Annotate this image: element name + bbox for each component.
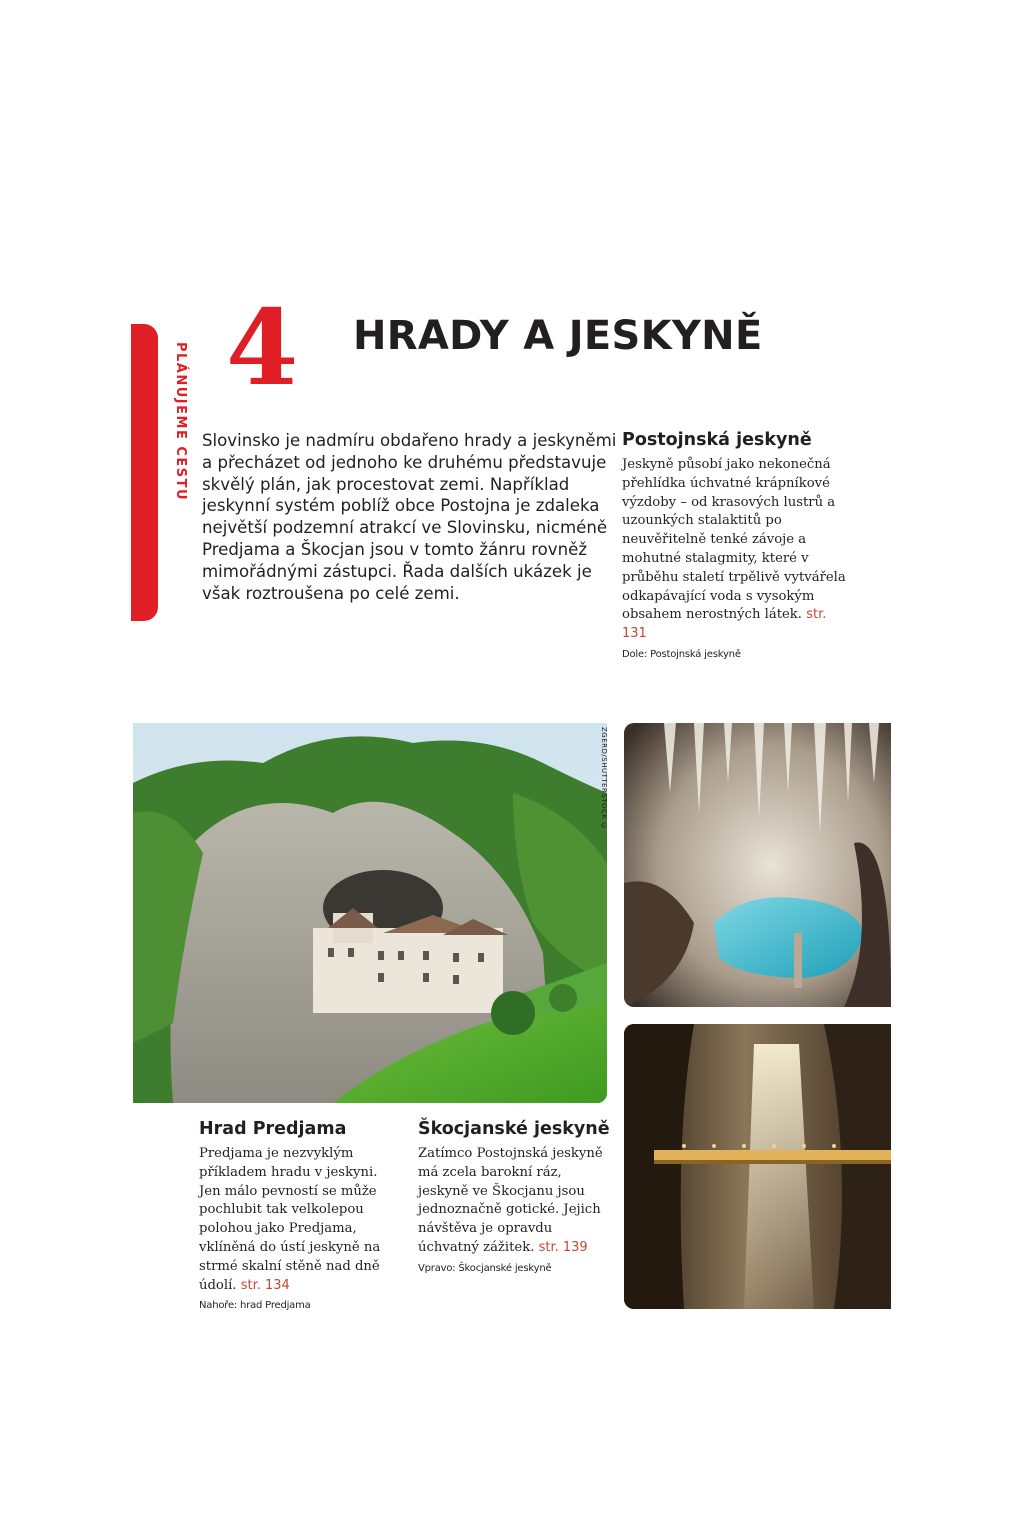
chapter-number: 4 [226, 286, 299, 409]
skocjan-page-ref[interactable]: str. 139 [538, 1239, 588, 1255]
predjama-body: Predjama je nezvyklým příkladem hradu v jeskyni. Jen málo pevností se může pochlubit tak velkolepou polohou jako Predjama, vklíněná do ústí jeskyně na strmé skalní stěně nad dně údolí. [199, 1146, 381, 1293]
chapter-side-tab [131, 324, 158, 621]
postojna-caption: Dole: Postojnská jeskyně [622, 648, 741, 660]
skocjan-caption: Vpravo: Škocjanské jeskyně [418, 1262, 552, 1274]
predjama-page-ref[interactable]: str. 134 [240, 1277, 290, 1293]
postojna-box [622, 430, 852, 660]
predjama-text [199, 1145, 399, 1295]
skocjan-body: Zatímco Postojnská jeskyně má zcela barokní ráz, jeskyně ve Škocjanu jsou jednoznačně gotické. Jejich návštěva je opravdu úchvatný zážitek. [418, 1146, 603, 1255]
skocjan-photo [624, 1024, 891, 1309]
postojna-body: Jeskyně působí jako nekonečná přehlídka úchvatné krápníkové výzdoby – od krasových lustrů a uzounkých stalaktitů po neuvěřitelně tenké závoje a mohutné stalagmity, které v průběhu staletí trpělivě vytvářela odkapávající voda s vysokým obsahem nerostných látek. [622, 457, 846, 623]
predjama-heading: Hrad Predjama [199, 1119, 347, 1139]
postojna-page-ref[interactable]: str. 131 [622, 607, 827, 642]
postojna-photo [624, 723, 891, 1007]
postojna-text [622, 456, 852, 644]
skocjan-text [418, 1145, 608, 1258]
photo-credit: ZGERD/SHUTTERSTOCK © [600, 727, 608, 831]
postojna-heading: Postojnská jeskyně [622, 430, 812, 450]
section-label: PLÁNUJEME CESTU [173, 342, 188, 502]
skocjan-heading: Škocjanské jeskyně [418, 1119, 610, 1139]
skocjan-box [418, 1119, 608, 1274]
intro-paragraph: Slovinsko je nadmíru obdařeno hrady a jeskyněmi a přecházet od jednoho ke druhému představuje skvělý plán, jak procestovat zemi. Například jeskynní systém poblíž obce Postojna je zdaleka největší podzemní atrakcí ve Slovinsku, nicméně Predjama a Škocjan jsou v tomto žánru rovněž mimořádnými zástupci. Řada dalších ukázek je však roztroušena po celé zemi. [202, 431, 617, 603]
predjama-box [199, 1119, 399, 1311]
chapter-title: HRADY A JESKYNĚ [353, 313, 763, 359]
predjama-photo [133, 723, 607, 1103]
predjama-caption: Nahoře: hrad Predjama [199, 1300, 311, 1312]
